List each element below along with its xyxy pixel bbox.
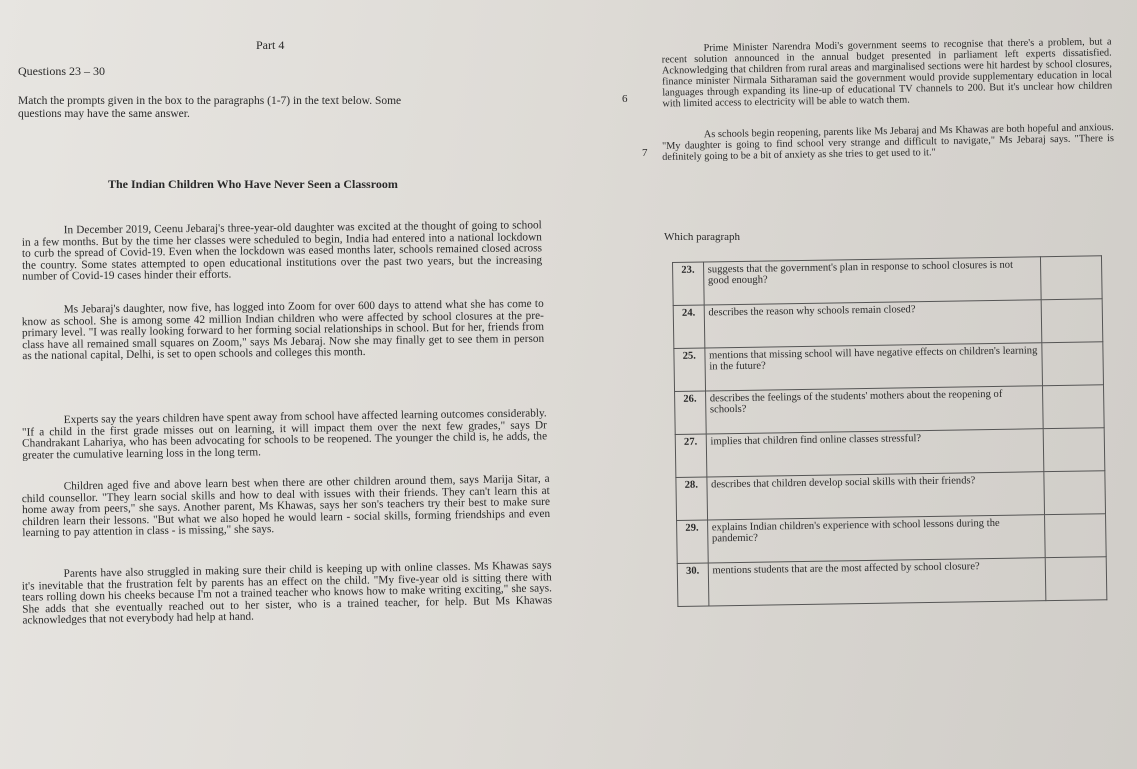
paragraph-number-7: 7 xyxy=(642,147,648,159)
answer-box[interactable] xyxy=(1043,385,1104,429)
part-label: Part 4 xyxy=(256,38,285,52)
answer-box[interactable] xyxy=(1041,299,1102,343)
question-number: 27. xyxy=(675,434,706,477)
paragraph-6: Prime Minister Narendra Modi's government seems to recognise that there's a problem, but a recent solution announced in the annual budget presented in parliament left experts dissatisfied. Acknowledging that children from rural areas and marginalised sections were hit hardest by school closures, finance minister Nirmala Sitharaman said the government would provide supplementary education in local languages through expanding its line-up of educational TV channels to 200. But it's unclear how children with limited access to electricity will be able to watch them. xyxy=(661,36,1113,110)
question-number: 23. xyxy=(673,262,704,305)
question-text: mentions students that are the most affected by school closure? xyxy=(708,558,1046,606)
question-number: 25. xyxy=(674,348,705,391)
question-text: describes the reason why schools remain closed? xyxy=(704,300,1042,348)
question-row xyxy=(675,428,1105,478)
paragraph-3: Experts say the years children have spent away from school have affected learning outcomes considerably. "If a child in the first grade misses out on learning, it will impact them over the next few grades," says Dr Chandrakant Lahariya, who has been advocating for schools to be reopened. The younger the child is, he adds, the greater the cumulative learning loss in the long term. xyxy=(21,407,548,462)
question-table xyxy=(672,255,1107,607)
answer-box[interactable] xyxy=(1043,428,1104,472)
question-text: implies that children find online classes stressful? xyxy=(706,429,1044,477)
question-row xyxy=(677,557,1107,607)
question-row xyxy=(674,342,1104,392)
answer-box[interactable] xyxy=(1041,256,1102,300)
question-text: suggests that the government's plan in response to school closures is not good enough? xyxy=(703,257,1041,305)
question-row xyxy=(673,299,1103,349)
question-number: 24. xyxy=(673,305,704,348)
answer-box[interactable] xyxy=(1042,342,1103,386)
article-title: The Indian Children Who Have Never Seen a Classroom xyxy=(108,177,398,191)
answer-box[interactable] xyxy=(1045,514,1106,558)
question-number: 29. xyxy=(677,520,708,563)
question-row xyxy=(677,514,1107,564)
questions-heading: Questions 23 – 30 xyxy=(18,64,105,78)
answer-box[interactable] xyxy=(1044,471,1105,515)
paragraph-number-6: 6 xyxy=(622,93,628,105)
question-number: 30. xyxy=(677,563,708,606)
question-number: 26. xyxy=(675,391,706,434)
question-text: describes that children develop social skills with their friends? xyxy=(707,472,1045,520)
question-text: mentions that missing school will have negative effects on children's learning in the future? xyxy=(704,343,1042,391)
paragraph-7: As schools begin reopening, parents like Ms Jebaraj and Ms Khawas are both hopeful and anxious. "My daughter is going to find school very strange and difficult to navigate," Ms Jebaraj says. "There is definitely going to be a bit of anxiety as she tries to get used to it." xyxy=(661,122,1115,163)
paragraph-4: Children aged five and above learn best when there are other children around them, says Marija Sitar, a child counsellor. "They learn social skills and how to deal with issues with their friends. They can't learn this at home away from peers," she says. Another parent, Ms Khawas, says her son's teachers try their best to make sure children learn their lessons. "But what we also hoped he would learn - social skills, forming friendships and even learning to pay attention in class - is missing," she says. xyxy=(21,472,551,540)
question-row xyxy=(675,385,1105,435)
answer-box[interactable] xyxy=(1045,557,1106,601)
paragraph-1: In December 2019, Ceenu Jebaraj's three-year-old daughter was excited at the thought of going to school in a few months. But by the time her classes were scheduled to begin, India had entered into a national lockdown to curb the spread of Covid-19. Even when the lockdown was eased months later, schools remained closed across the country. Some states attempted to open educational institutions over the past two years, but the increasing number of Covid-19 cases hinder their efforts. xyxy=(21,219,543,284)
question-text: describes the feelings of the students' mothers about the reopening of schools? xyxy=(705,386,1043,434)
paragraph-5: Parents have also struggled in making sure their child is keeping up with online classes. Ms Khawas says it's inevitable that the frustration felt by parents has an effect on the child. "My five-year old is sitting there with tears rolling down his cheeks because I'm not a trained teacher who knows how to make writing exciting," she says. She adds that she eventually reached out to her sister, who is a trained teacher, for help. But Ms Khawas acknowledges that not everybody had help at hand. xyxy=(21,559,553,627)
paragraph-2: Ms Jebaraj's daughter, now five, has logged into Zoom for over 600 days to attend what she has come to know as school. She is among some 42 million Indian children who were affected by school closures at the pre-primary level. "I was really looking forward to her forming social relationships in school. But for her, friends from class have all remained small squares on Zoom," says Ms Jebaraj. Now she may finally get to see them in person as the national capital, Delhi, is set to open schools and colleges this month. xyxy=(21,297,545,363)
question-row xyxy=(676,471,1106,521)
question-row xyxy=(673,256,1103,306)
question-number: 28. xyxy=(676,477,707,520)
instructions: Match the prompts given in the box to the paragraphs (1-7) in the text below. Some questions may have the same answer. xyxy=(18,95,402,120)
question-prompt: Which paragraph xyxy=(664,231,741,243)
question-text: explains Indian children's experience with school lessons during the pandemic? xyxy=(707,515,1045,563)
